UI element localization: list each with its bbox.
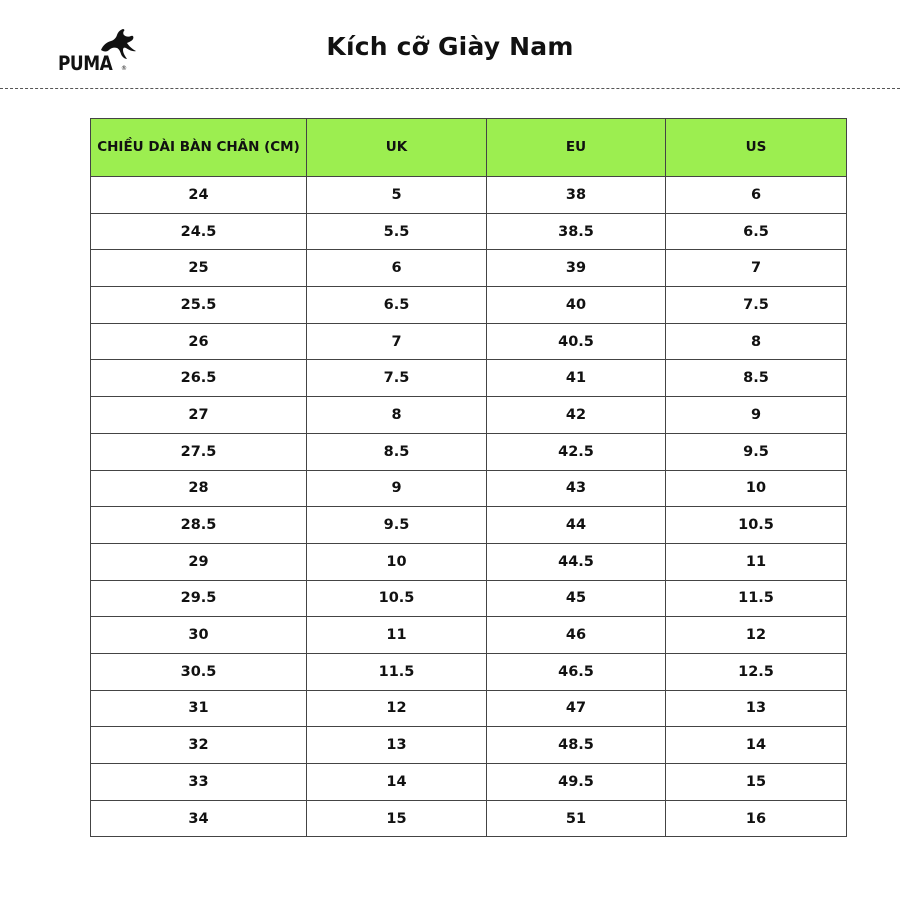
cell-foot-length: 26.5 [91,360,307,397]
cell-eu: 42.5 [487,433,666,470]
cell-uk: 7 [307,323,487,360]
cell-uk: 11 [307,617,487,654]
cell-foot-length: 25.5 [91,287,307,324]
cell-foot-length: 33 [91,764,307,801]
cell-foot-length: 32 [91,727,307,764]
svg-text:PUMA: PUMA [58,52,113,72]
cell-us: 14 [666,727,847,764]
cell-uk: 12 [307,690,487,727]
cell-eu: 41 [487,360,666,397]
cell-eu: 38 [487,177,666,214]
cell-us: 6.5 [666,213,847,250]
cell-us: 10.5 [666,507,847,544]
cell-eu: 43 [487,470,666,507]
table-row [91,764,847,801]
cell-foot-length: 34 [91,800,307,837]
svg-text:®: ® [121,65,127,72]
cell-us: 9 [666,397,847,434]
cell-foot-length: 31 [91,690,307,727]
cell-us: 11 [666,543,847,580]
column-header-uk: UK [307,119,487,177]
table-row [91,800,847,837]
cell-foot-length: 30 [91,617,307,654]
cell-eu: 40.5 [487,323,666,360]
cell-uk: 5.5 [307,213,487,250]
cell-foot-length: 29.5 [91,580,307,617]
cell-uk: 13 [307,727,487,764]
page-title: Kích cỡ Giày Nam [326,32,574,61]
table-row [91,580,847,617]
cell-us: 12 [666,617,847,654]
cell-foot-length: 24 [91,177,307,214]
cell-uk: 10.5 [307,580,487,617]
cell-foot-length: 29 [91,543,307,580]
cell-us: 7 [666,250,847,287]
cell-foot-length: 27 [91,397,307,434]
cell-foot-length: 26 [91,323,307,360]
table-row [91,213,847,250]
cell-us: 10 [666,470,847,507]
table-row [91,360,847,397]
cell-eu: 42 [487,397,666,434]
cell-us: 11.5 [666,580,847,617]
cell-foot-length: 25 [91,250,307,287]
cell-us: 8 [666,323,847,360]
cell-eu: 51 [487,800,666,837]
cell-eu: 48.5 [487,727,666,764]
column-header-us: US [666,119,847,177]
cell-us: 9.5 [666,433,847,470]
table-header-row [91,119,847,177]
column-header-foot-length: CHIỀU DÀI BÀN CHÂN (CM) [91,119,307,177]
cell-us: 13 [666,690,847,727]
table-row [91,727,847,764]
cell-eu: 49.5 [487,764,666,801]
column-header-eu: EU [487,119,666,177]
table-row [91,250,847,287]
size-chart-table [90,118,847,837]
cell-eu: 39 [487,250,666,287]
cell-uk: 6 [307,250,487,287]
cell-uk: 5 [307,177,487,214]
table-row [91,177,847,214]
cell-foot-length: 28 [91,470,307,507]
cell-uk: 15 [307,800,487,837]
cell-eu: 44.5 [487,543,666,580]
cell-uk: 9.5 [307,507,487,544]
table-row [91,433,847,470]
table-row [91,397,847,434]
cell-uk: 14 [307,764,487,801]
table-row [91,543,847,580]
cell-us: 7.5 [666,287,847,324]
cell-foot-length: 27.5 [91,433,307,470]
cell-eu: 46 [487,617,666,654]
dashed-divider [0,88,900,89]
cell-us: 8.5 [666,360,847,397]
cell-uk: 6.5 [307,287,487,324]
cell-us: 16 [666,800,847,837]
cell-uk: 10 [307,543,487,580]
table-row [91,323,847,360]
cell-us: 15 [666,764,847,801]
cell-uk: 8.5 [307,433,487,470]
cell-eu: 47 [487,690,666,727]
cell-us: 6 [666,177,847,214]
cell-foot-length: 28.5 [91,507,307,544]
cell-foot-length: 30.5 [91,653,307,690]
cell-eu: 44 [487,507,666,544]
cell-us: 12.5 [666,653,847,690]
cell-eu: 45 [487,580,666,617]
table-row [91,617,847,654]
cell-uk: 9 [307,470,487,507]
cell-uk: 11.5 [307,653,487,690]
table-row [91,507,847,544]
table-row [91,287,847,324]
cell-foot-length: 24.5 [91,213,307,250]
cell-eu: 38.5 [487,213,666,250]
table-row [91,470,847,507]
cell-eu: 46.5 [487,653,666,690]
table-row [91,690,847,727]
cell-eu: 40 [487,287,666,324]
table-row [91,653,847,690]
cell-uk: 7.5 [307,360,487,397]
cell-uk: 8 [307,397,487,434]
